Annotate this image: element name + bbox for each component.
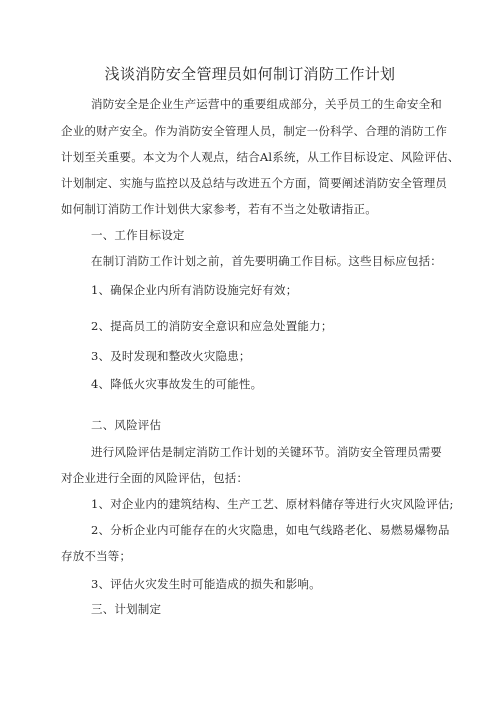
section-2-item-2: 2、分析企业内可能存在的火灾隐患，如电气线路老化、易燃易爆物品	[91, 523, 450, 537]
section-2-item-2-cont: 存放不当等；	[61, 549, 132, 563]
section-3-heading: 三、计划制定	[91, 602, 162, 616]
document-title: 浅谈消防安全管理员如何制订消防工作计划	[104, 65, 396, 83]
intro-line-4: 计划制定、实施与监控以及总结与改进五个方面，简要阐述消防安全管理员	[61, 176, 448, 190]
section-2-item-1: 1、对企业内的建筑结构、生产工艺、原材料储存等进行火灾风险评估;	[91, 497, 454, 511]
section-2-heading: 二、风险评估	[91, 418, 162, 432]
section-1-item-2: 2、提高员工的消防安全意识和应急处置能力；	[91, 319, 333, 333]
section-2-lead-2: 对企业进行全面的风险评估，包括：	[61, 471, 249, 485]
intro-line-3: 计划至关重要。本文为个人观点，结合Al系统，从工作目标设定、风险评估、	[61, 150, 460, 164]
intro-line-5: 如何制订消防工作计划供大家参考，若有不当之处敬请指正。	[61, 202, 377, 216]
section-1-item-4: 4、降低火灾事故发生的可能性。	[91, 377, 263, 391]
intro-line-1: 消防安全是企业生产运营中的重要组成部分，关乎员工的生命安全和	[91, 97, 442, 111]
section-1-item-1: 1、确保企业内所有消防设施完好有效；	[91, 283, 298, 297]
section-1-item-3: 3、及时发现和整改火灾隐患；	[91, 349, 251, 363]
intro-line-2: 企业的财产安全。作为消防安全管理人员，制定一份科学、合理的消防工作	[61, 124, 448, 138]
section-2-lead-1: 进行风险评估是制定消防工作计划的关键环节。消防安全管理员需要	[91, 445, 442, 459]
section-1-heading: 一、工作目标设定	[91, 228, 185, 242]
section-2-item-3: 3、评估火灾发生时可能造成的损失和影响。	[91, 577, 321, 591]
section-1-lead: 在制订消防工作计划之前，首先要明确工作目标。这些目标应包括：	[91, 254, 442, 268]
